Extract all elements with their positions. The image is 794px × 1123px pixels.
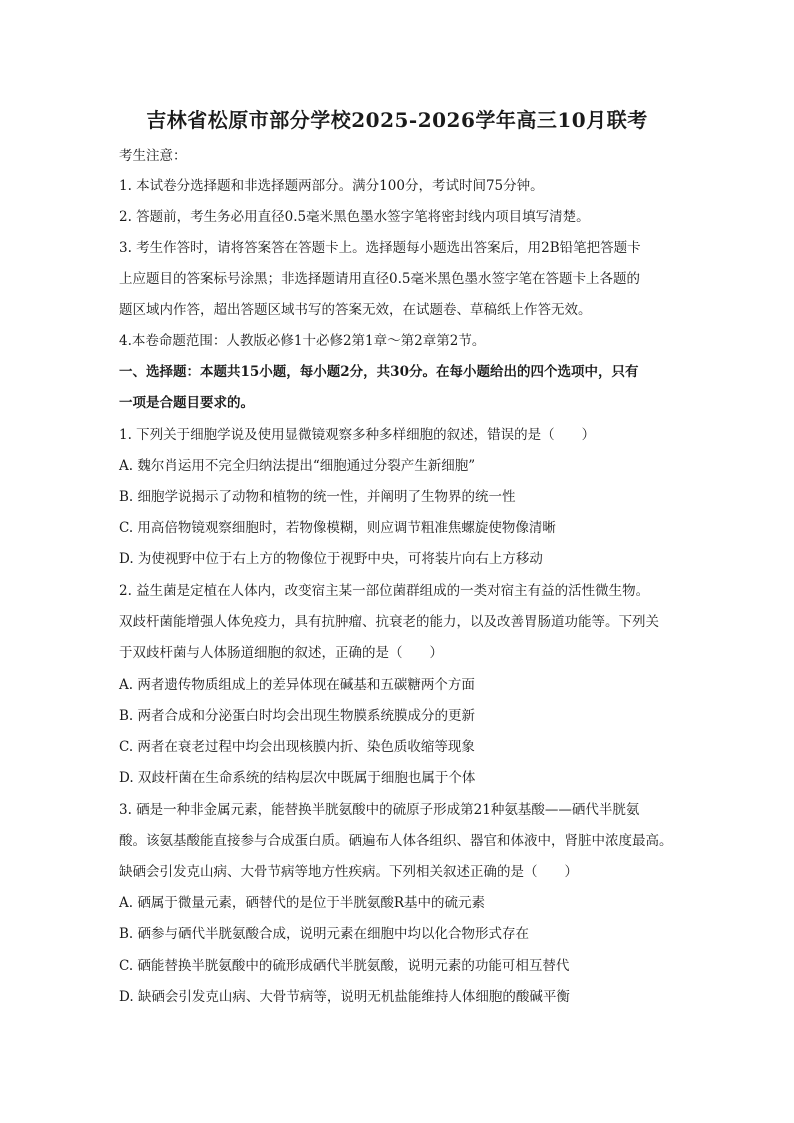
question-3-option-b: B. 硒参与硒代半胱氨酸合成，说明元素在细胞中均以化合物形式存在: [119, 926, 530, 942]
notice-item-3-line-3: 题区域内作答，超出答题区域书写的答案无效，在试题卷、草稿纸上作答无效。: [119, 302, 592, 318]
question-1-option-c: C. 用高倍物镜观察细胞时，若物像模糊，则应调节粗准焦螺旋使物像清晰: [119, 520, 556, 536]
section-heading-line-1: 一、选择题：本题共15小题，每小题2分，共30分。在每小题给出的四个选项中，只有: [119, 364, 639, 380]
notice-item-4: 4.本卷命题范围：人教版必修1十必修2第1章～第2章第2节。: [119, 333, 486, 349]
question-2-option-b: B. 两者合成和分泌蛋白时均会出现生物膜系统膜成分的更新: [119, 708, 476, 724]
question-2-stem-line-2: 双歧杆菌能增强人体免疫力，具有抗肿瘤、抗衰老的能力，以及改善胃肠道功能等。下列关: [119, 614, 659, 630]
notice-heading: 考生注意：: [119, 148, 187, 164]
question-2-option-c: C. 两者在衰老过程中均会出现核膜内折、染色质收缩等现象: [119, 739, 475, 755]
question-2-stem-line-1: 2. 益生菌是定植在人体内，改变宿主某一部位菌群组成的一类对宿主有益的活性微生物。: [119, 583, 650, 599]
question-3-option-c: C. 硒能替换半胱氨酸中的硫形成硒代半胱氨酸，说明元素的功能可相互替代: [119, 958, 570, 974]
question-2-option-d: D. 双歧杆菌在生命系统的结构层次中既属于细胞也属于个体: [119, 770, 476, 786]
question-2-option-a: A. 两者遗传物质组成上的差异体现在碱基和五碳糖两个方面: [119, 677, 475, 693]
notice-item-3-line-2: 上应题目的答案标号涂黑；非选择题请用直径0.5毫米黑色墨水签字笔在答题卡上各题的: [119, 271, 640, 287]
question-1-option-a: A. 魏尔肖运用不完全归纳法提出“细胞通过分裂产生新细胞”: [119, 458, 476, 474]
question-3-option-a: A. 硒属于微量元素，硒替代的是位于半胱氨酸R基中的硫元素: [119, 895, 485, 911]
question-1-option-b: B. 细胞学说揭示了动物和植物的统一性，并阐明了生物界的统一性: [119, 489, 516, 505]
notice-item-2: 2. 答题前，考生务必用直径0.5毫米黑色墨水签字笔将密封线内项目填写清楚。: [119, 209, 590, 225]
question-1-stem: 1. 下列关于细胞学说及使用显微镜观察多种多样细胞的叙述，错误的是（ ）: [119, 427, 596, 443]
exam-title: 吉林省松原市部分学校2025-2026学年高三10月联考: [146, 108, 648, 132]
question-3-stem-line-2: 酸。该氨基酸能直接参与合成蛋白质。硒遍布人体各组织、器官和体液中，肾脏中浓度最高。: [119, 833, 673, 849]
question-2-stem-line-3: 于双歧杆菌与人体肠道细胞的叙述，正确的是（ ）: [119, 645, 443, 661]
notice-item-1: 1. 本试卷分选择题和非选择题两部分。满分100分，考试时间75分钟。: [119, 178, 544, 194]
question-3-stem-line-3: 缺硒会引发克山病、大骨节病等地方性疾病。下列相关叙述正确的是（ ）: [119, 864, 578, 880]
question-3-stem-line-1: 3. 硒是一种非金属元素，能替换半胱氨酸中的硫原子形成第21种氨基酸——硒代半胱氨: [119, 802, 640, 818]
question-1-option-d: D. 为使视野中位于右上方的物像位于视野中央，可将装片向右上方移动: [119, 551, 543, 567]
question-3-option-d: D. 缺硒会引发克山病、大骨节病等，说明无机盐能维持人体细胞的酸碱平衡: [119, 989, 570, 1005]
section-heading-line-2: 一项是合题目要求的。: [119, 395, 254, 411]
notice-item-3-line-1: 3. 考生作答时，请将答案答在答题卡上。选择题每小题选出答案后，用2B铅笔把答题卡: [119, 240, 641, 256]
